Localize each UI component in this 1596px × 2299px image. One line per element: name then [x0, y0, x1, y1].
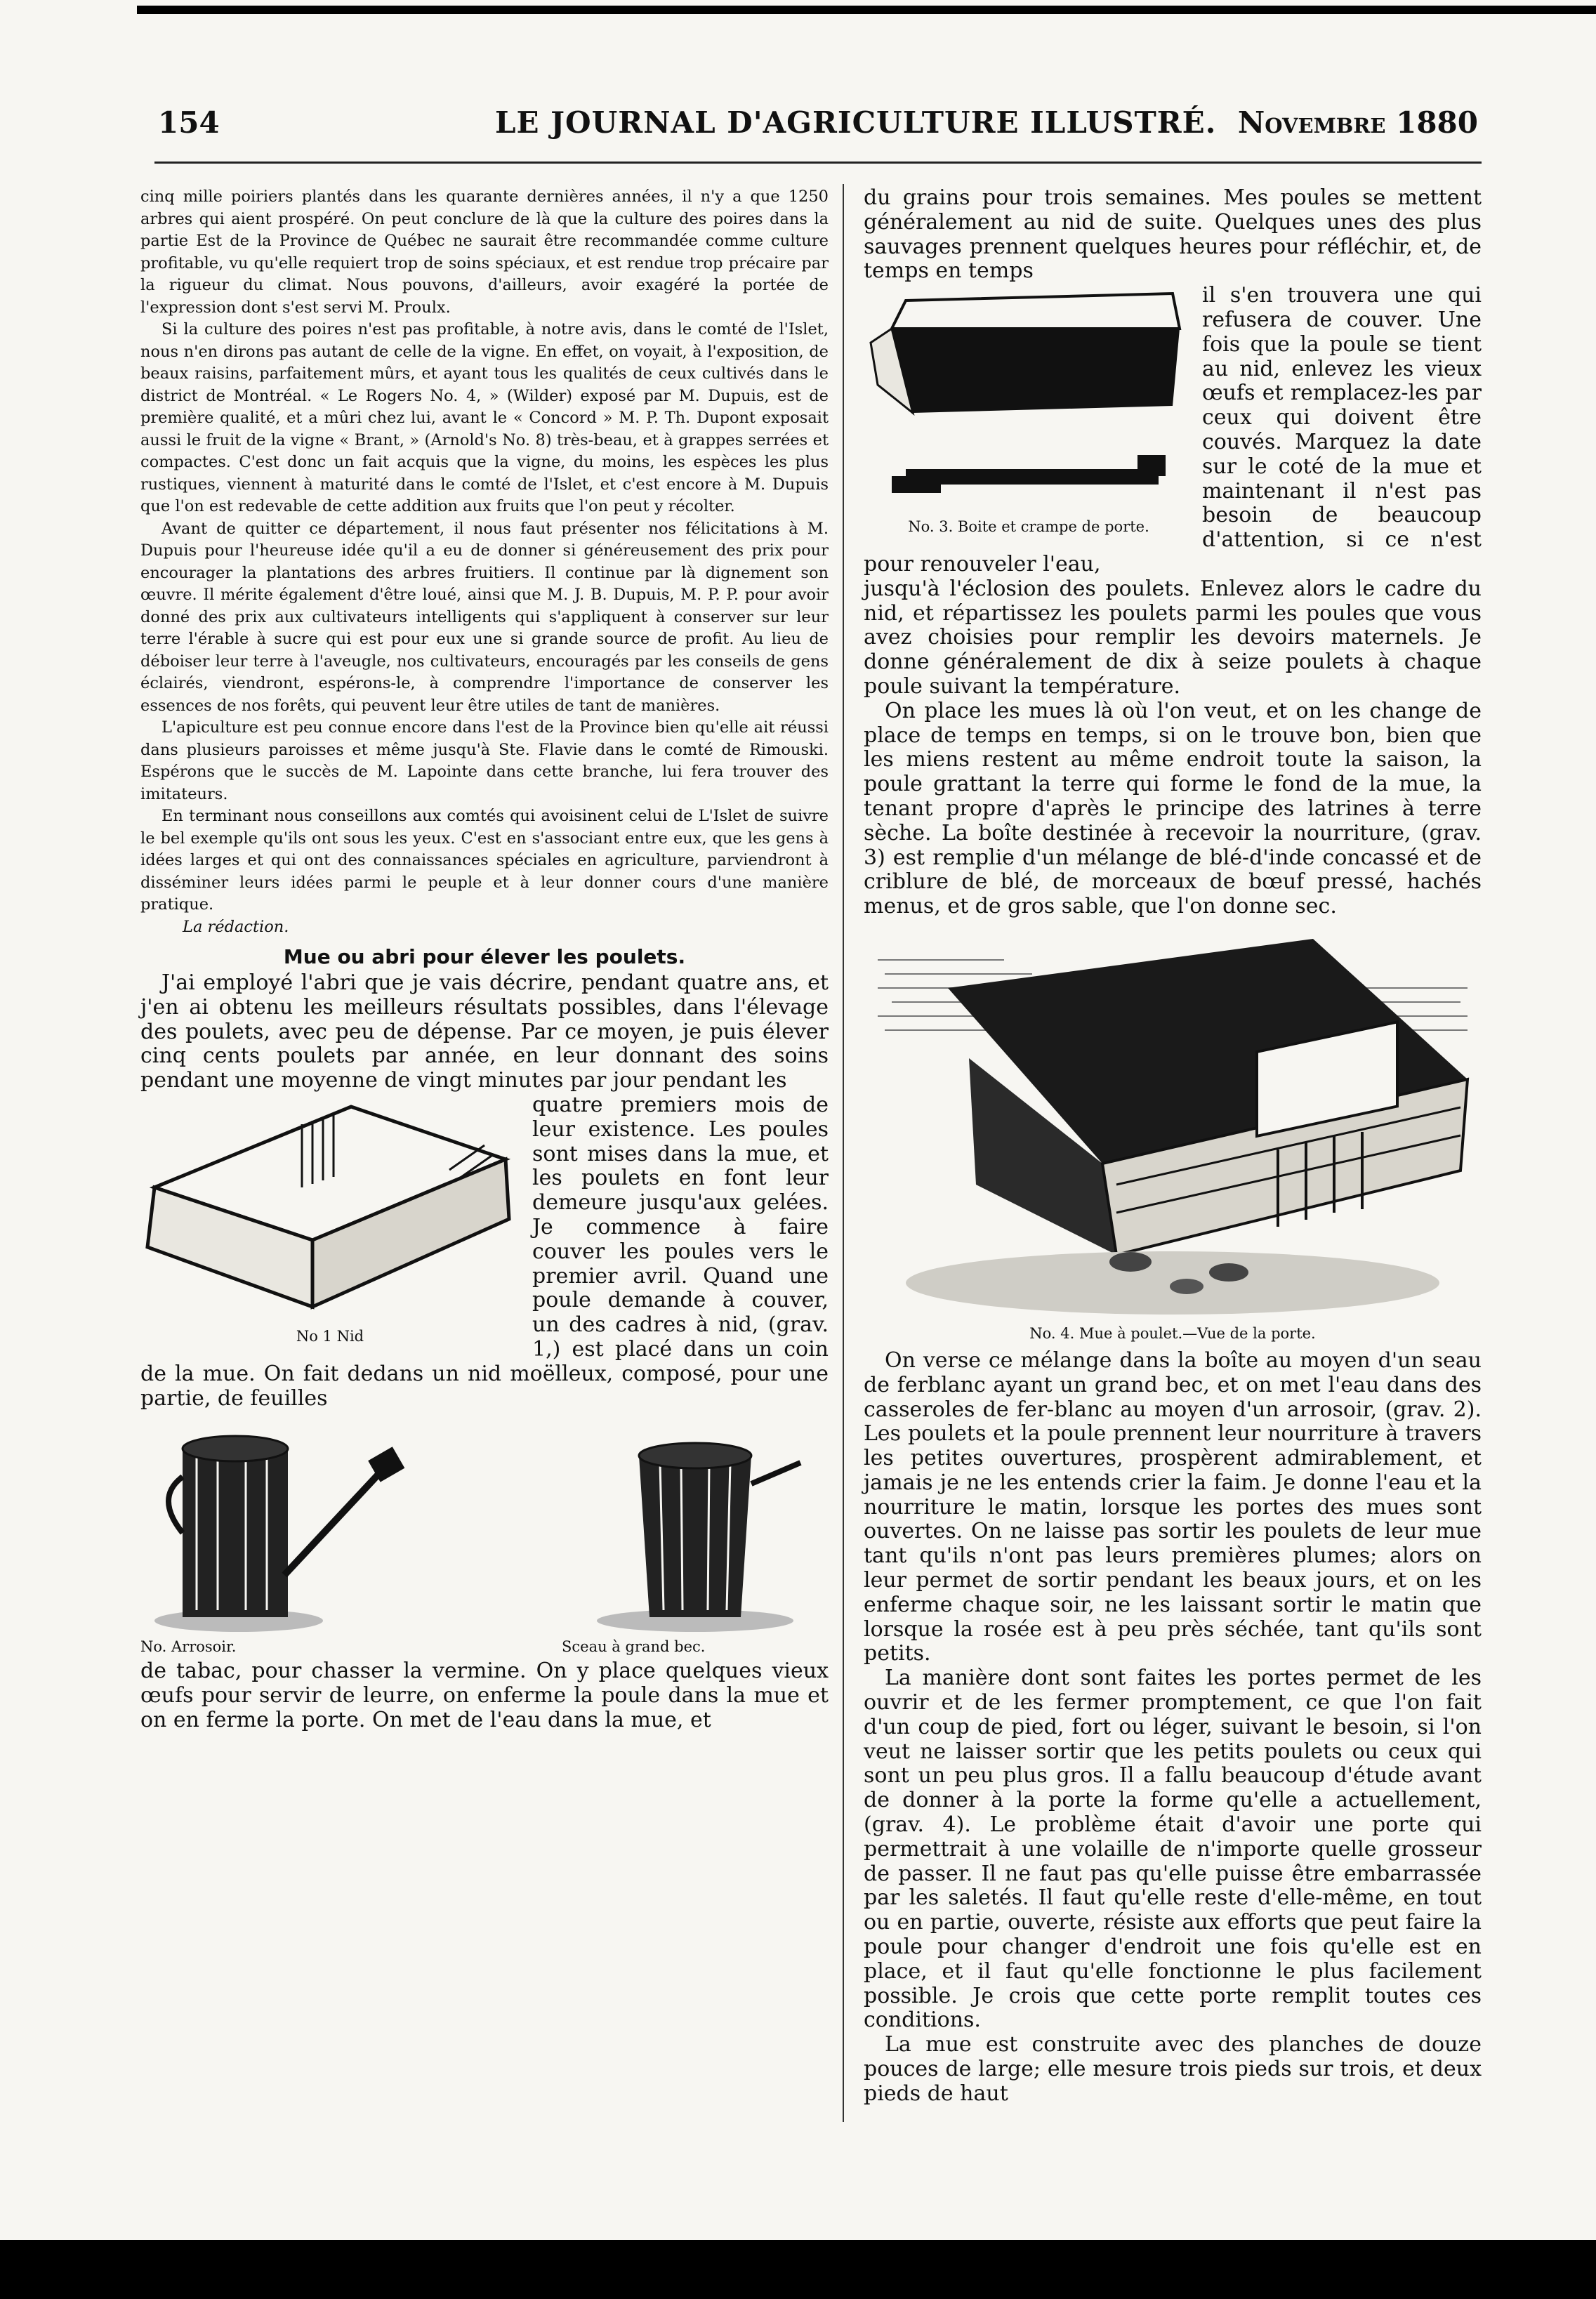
figure-caption: No. Arrosoir. [140, 1638, 237, 1656]
article-paragraph: jusqu'à l'éclosion des poulets. Enlevez alors le cadre du nid, et répartissez les poulets parmi les poules que vous avez choisies pour remplir les devoirs maternels. Je donne généralement de dix à seize poulets à chaque poule suivant la température. [864, 576, 1482, 699]
right-column [864, 186, 1482, 2107]
bottom-border-band [0, 2240, 1596, 2299]
article-paragraph: il s'en trouvera une qui refusera de couver. Une fois que la poule se tient au nid, enlevez les vieux œufs et remplacez-les par ceux qui doivent être couvés. Marquez la date sur le coté de la mue et maintenant il n'est pas besoin de beaucoup d'attention, si ce n'est pour renouveler l'eau, [864, 283, 1482, 577]
figure-pair [140, 1421, 829, 1655]
article-paragraph: du grains pour trois semaines. Mes poules se mettent généralement au nid de suite. Quelques unes des plus sauvages prennent quelques heures pour réfléchir, et, de temps en temps [864, 185, 1482, 284]
column-divider [843, 184, 844, 2122]
figure-caption: Sceau à grand bec. [562, 1638, 706, 1656]
paragraph: cinq mille poiriers plantés dans les quarante dernières années, il n'y a que 1250 arbres qui aient prospéré. On peut conclure de là que la culture des poires dans la partie Est de la Province de Québec ne saurait être recommandée comme culture profitable, vu qu'elle requiert trop de soins spéciaux, et est rendue trop précaire par la rigueur du climat. Nous pouvons, d'ailleurs, avoir exagéré la portée de l'expression dont s'est servi M. Proulx. [140, 187, 829, 317]
header-rule [154, 162, 1482, 164]
figure-watering-can [140, 1421, 449, 1655]
figure-caption: No 1 Nid [296, 1327, 364, 1345]
figure-chicken-coop [864, 932, 1482, 1342]
signature: La rédaction. [183, 917, 289, 936]
left-column [140, 186, 829, 1733]
paragraph: Avant de quitter ce département, il nous faut présenter nos félicitations à M. Dupuis pour l'heureuse idée qu'il a eu de donner si généreusement des prix pour encourager la plantations des arbres fruitiers. Il continue par là dignement son œuvre. Il mérite également d'être loué, ainsi que M. J. B. Dupuis, M. P. P. pour avoir donné des prix aux cultivateurs intelligents qui s'appliquent à conserver sur leur terre l'érable à sucre qui est pour eux une si grande source de profit. Au lieu de déboiser leur terre à l'aveugle, nos cultivateurs, encouragés par les conseils de gens éclairés, viendront, espérons-le, à comprendre l'importance de conserver les essences de nos forêts, qui peuvent leur être utiles de tant de manières. [140, 519, 829, 715]
paragraph: L'apiculture est peu connue encore dans l'est de la Province bien qu'elle ait réussi dans plusieurs paroisses et même jusqu'à Ste. Flavie dans le comté de Rimouski. Espérons que le succès de M. Lapointe dans cette branche, lui fera trouver des imitateurs. [140, 718, 829, 803]
figure-caption: No. 4. Mue à poulet.—Vue de la porte. [1029, 1324, 1316, 1342]
section-heading: Mue ou abri pour élever les poulets. [283, 945, 686, 968]
top-border-rule [137, 6, 1596, 14]
article-paragraph: La manière dont sont faites les portes permet de les ouvrir et de les fermer promptement, ce que l'on fait d'un coup de pied, fort ou léger, suivant le besoin, si l'on veut ne laisser sortir que les petits poulets ou ceux qui sont un peu plus gros. Il a fallu beaucoup d'étude avant de donner à la porte la forme qu'elle a actuellement, (grav. 4). Le problème était d'avoir une porte qui permettrait à une volaille de n'importe quelle grosseur de passer. Il ne faut pas qu'elle puisse être embarrassée par les saletés. Il faut qu'elle reste d'elle-même, en tout ou en partie, ouverte, résiste aux efforts que peut faire la poule pour changer d'endroit une fois qu'elle est en place, et il faut qu'elle fonctionne le plus facilement possible. Je crois que cette porte remplit toutes ces conditions. [864, 1666, 1482, 2033]
chicken-coop-illustration [864, 932, 1482, 1325]
article-paragraph: On verse ce mélange dans la boîte au moyen d'un seau de ferblanc ayant un grand bec, et on met l'eau dans des casseroles de fer-blanc au moyen d'un arrosoir, (grav. 2). Les poulets et la poule prennent leur nourriture à travers les petites ouvertures, prospèrent admirablement, et jamais je ne les entends crier la faim. Je donne l'eau et la nourriture le matin, lorsque les portes des mues sont ouvertes. On ne laisse pas sortir les poulets de leur mue tant qu'ils n'ont pas leurs premières plumes; alors on leur permet de sortir pendant les beaux jours, et on les enferme chaque soir, ne les laissant sortir le matin que lorsque la rosée est à peu près séchée, tant qu'ils sont petits. [864, 1348, 1482, 1666]
article-paragraph: La mue est construite avec des planches de douze pouces de large; elle mesure trois pieds sur trois, et deux pieds de haut [864, 2032, 1482, 2106]
page-header [158, 105, 1478, 147]
paragraph: En terminant nous conseillons aux comtés qui avoisinent celui de L'Islet de suivre le bel exemple qu'ils ont sous les yeux. C'est en s'associant entre eux, que les gens à idées larges et qui ont des connaissances spéciales en agriculture, parviendront à disséminer leurs idées parmi le peuple et à leur donner cours d'une manière pratique. [140, 807, 829, 914]
article-paragraph: de tabac, pour chasser la vermine. On y place quelques vieux œufs pour servir de leurre, on enferme la poule dans la mue et on en ferme la porte. On met de l'eau dans la mue, et [140, 1659, 829, 1732]
issue-date: Novembre 1880 [1237, 105, 1478, 140]
paragraph: Si la culture des poires n'est pas profitable, à notre avis, dans le comté de l'Islet, nous n'en dirons pas autant de celle de la vigne. En effet, on voyait, à l'exposition, de beaux raisins, parfaitement mûrs, et ayant tous les qualités de ceux cultivés dans le district de Montréal. « Le Rogers No. 4, » (Wilder) exposé par M. Dupuis, est de première qualité, et a mûri chez lui, avant le « Concord » M. P. Th. Dupont exposait aussi le fruit de la vigne « Brant, » (Arnold's No. 8) très-beau, et à grappes serrées et compactes. C'est donc un fait acquis que la vigne, du moins, les espèces les plus rustiques, viennent à maturité dans le comté de l'Islet, et c'est encore à M. Dupuis que l'on est redevable de cette addition aux fruits que l'on peut y récolter. [140, 320, 829, 515]
figure-pail [562, 1421, 829, 1655]
article-paragraph: quatre premiers mois de leur existence. Les poules sont mises dans la mue, et les poulets en font leur demeure jusqu'aux gelées. Je commence à faire couver les poules vers le premier avril. Quand une poule demande à couver, un des cadres à nid, (grav. 1,) est placé dans un coin de la mue. On fait dedans un nid moëlleux, composé, pour une partie, de feuilles [140, 1092, 829, 1411]
page-number: 154 [158, 105, 220, 140]
article-paragraph: J'ai employé l'abri que je vais décrire, pendant quatre ans, et j'en ai obtenu les meilleurs résultats possibles, dans l'élevage des poulets, avec peu de dépense. Par ce moyen, je puis élever cinq cents poulets par année, en leur donnant des soins pendant une moyenne de vingt minutes par jour pendant les [140, 970, 829, 1093]
watering-can-illustration [140, 1421, 449, 1638]
figure-nest-box [140, 1096, 520, 1345]
nest-box-illustration [140, 1096, 520, 1328]
pail-illustration [562, 1421, 829, 1638]
feed-box-illustration [864, 286, 1194, 518]
figure-caption: No. 3. Boite et crampe de porte. [908, 518, 1149, 536]
figure-feed-box [864, 286, 1194, 535]
journal-title: LE JOURNAL D'AGRICULTURE ILLUSTRÉ. [495, 105, 1217, 140]
article-paragraph: On place les mues là où l'on veut, et on les change de place de temps en temps, si on le trouve bon, bien que les miens restent au même endroit toute la saison, la poule grattant la terre qui forme le fond de la mue, la tenant propre d'après le principe des latrines à terre sèche. La boîte destinée à recevoir la nourriture, (grav. 3) est remplie d'un mélange de blé-d'inde concassé et de criblure de blé, de morceaux de bœuf pressé, hachés menus, et de gros sable, que l'on donne sec. [864, 698, 1482, 919]
